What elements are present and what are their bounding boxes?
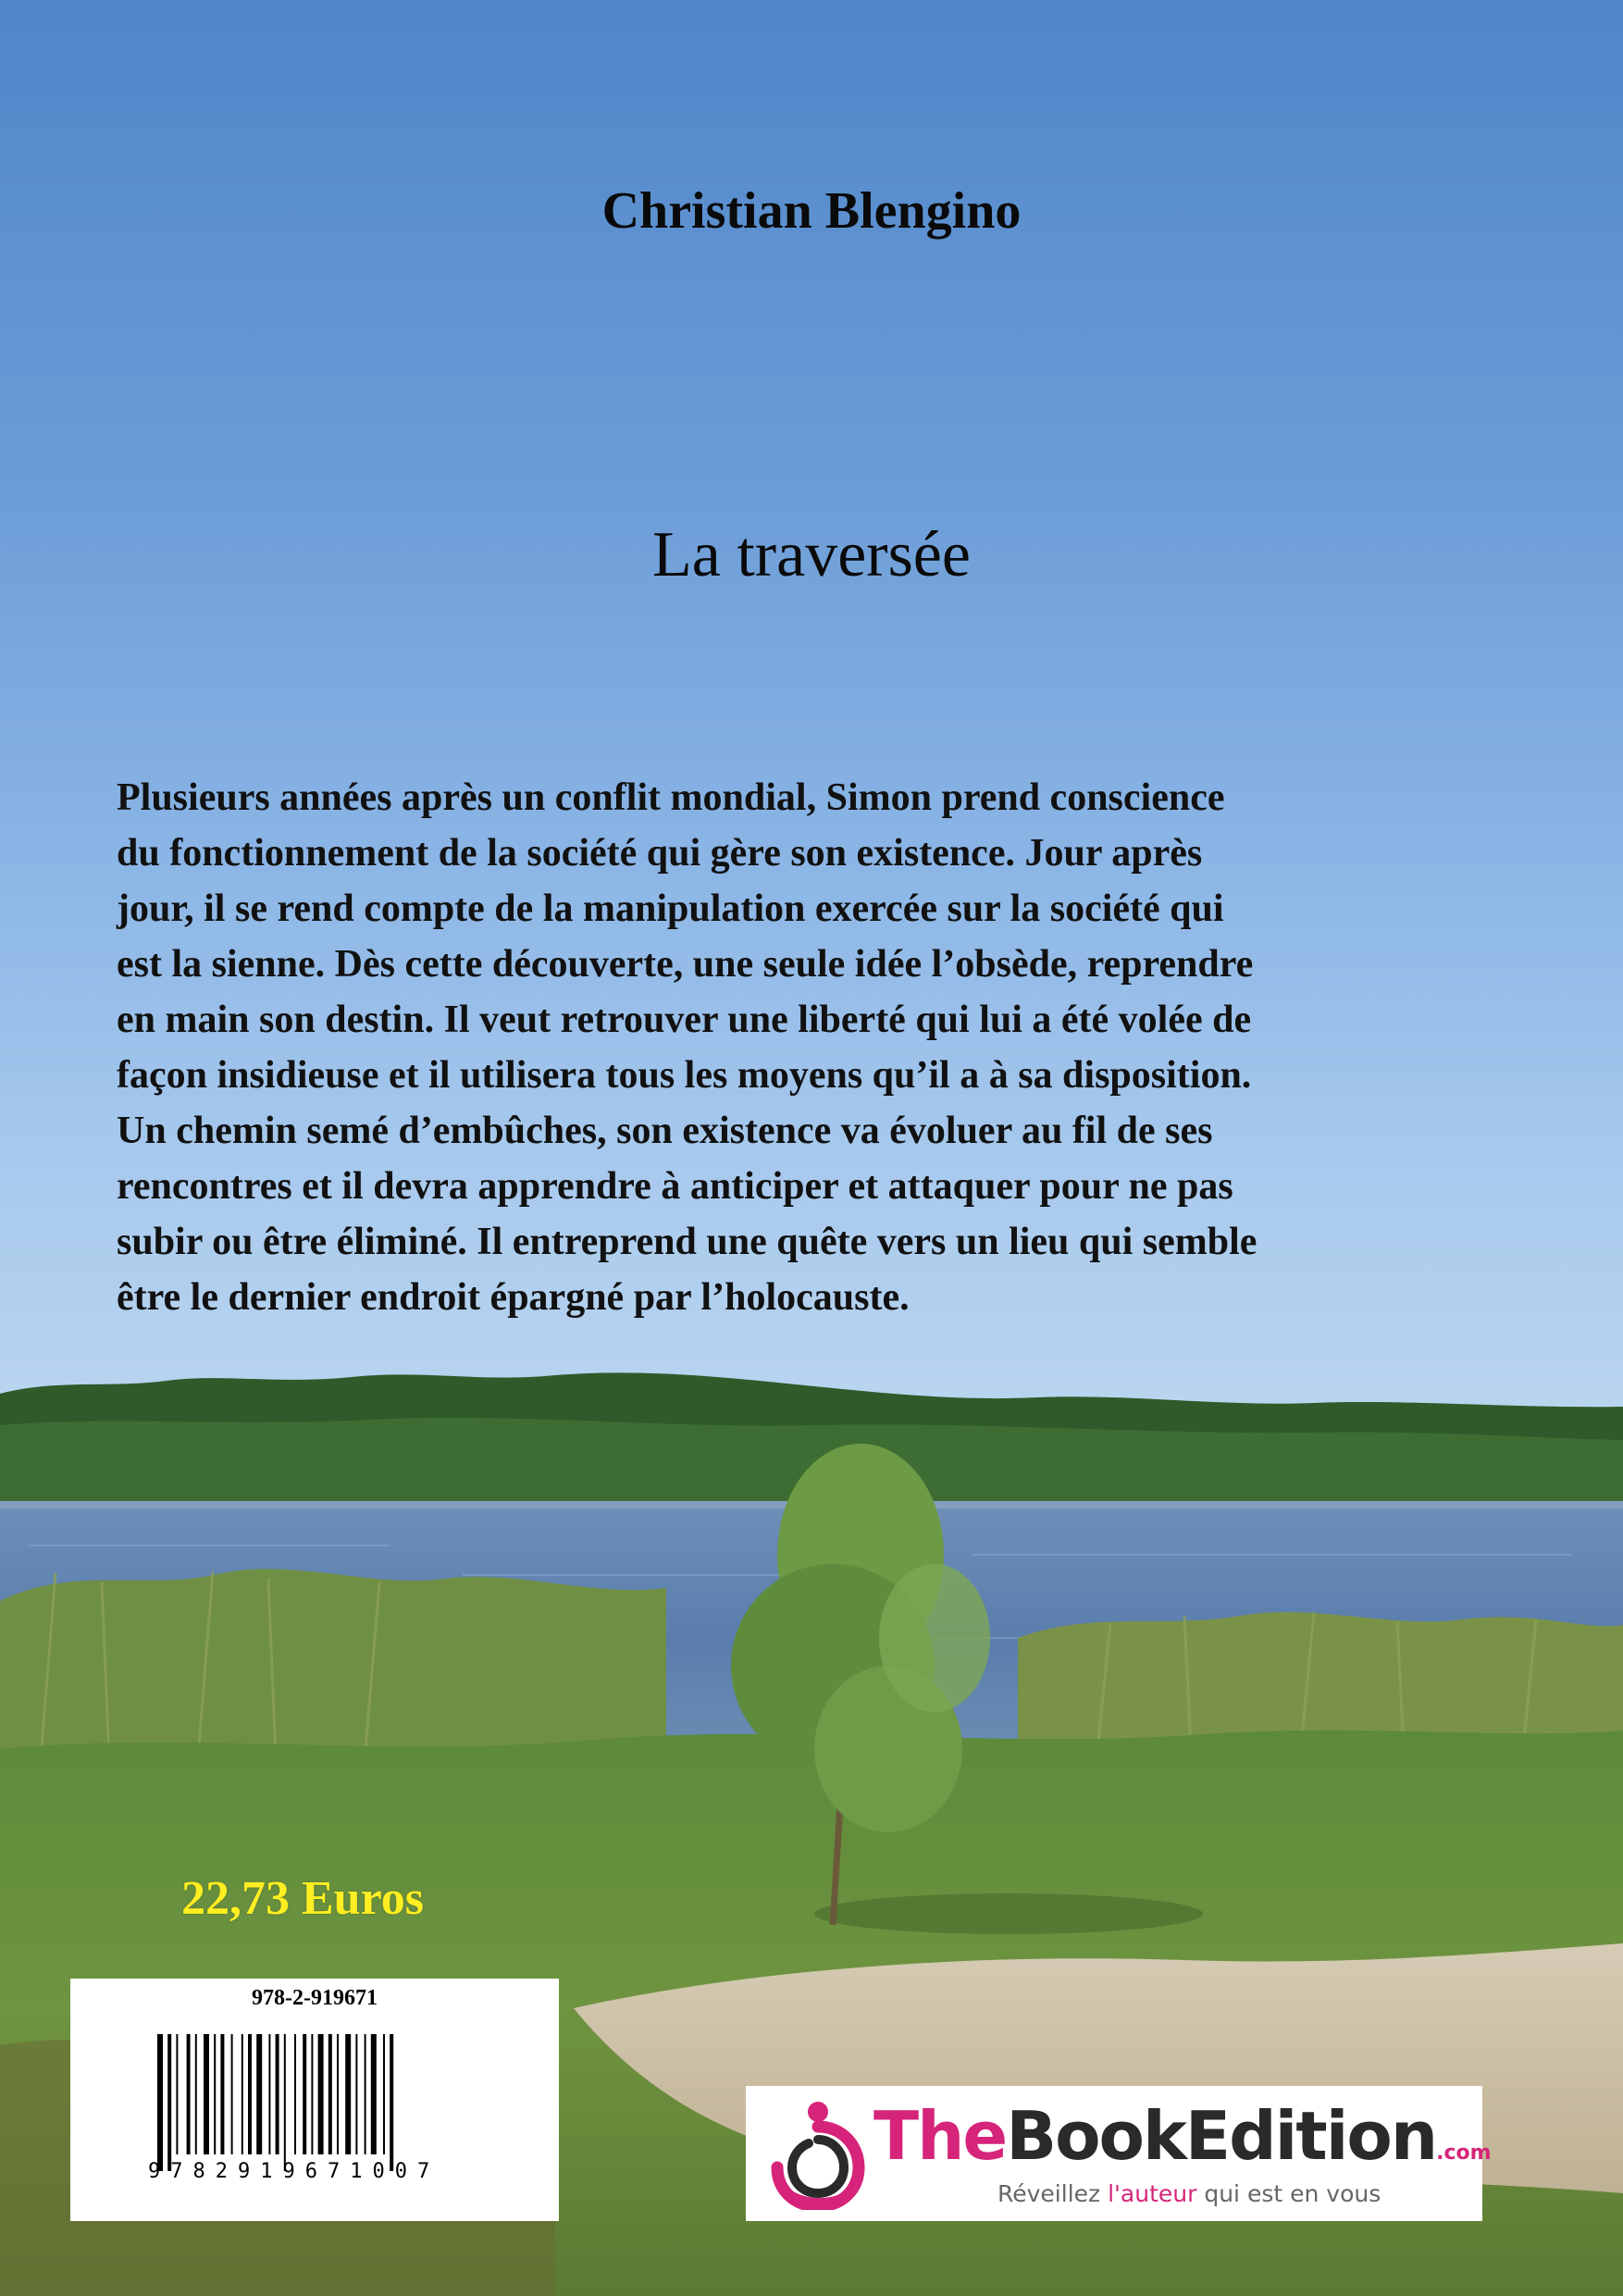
- blurb-line: Un chemin semé d’embûches, son existence va évoluer au fil de ses: [117, 1110, 1213, 1152]
- price-label: 22,73 Euros: [181, 1872, 424, 1925]
- publisher-tagline: [997, 2180, 1381, 2207]
- thebookedition-figure-icon: [762, 2099, 872, 2210]
- blurb-line: subir ou être éliminé. Il entreprend une quête vers un lieu qui semble: [117, 1221, 1258, 1263]
- blurb-line: être le dernier endroit épargné par l’holocauste.: [117, 1276, 910, 1319]
- book-blurb: [117, 770, 1523, 1325]
- tagline-start: Réveillez: [997, 2180, 1109, 2207]
- blurb-line: rencontres et il devra apprendre à anticiper et attaquer pour ne pas: [117, 1165, 1233, 1208]
- tagline-accent: l'auteur: [1108, 2180, 1197, 2207]
- author-name: Christian Blengino: [601, 182, 1022, 240]
- publisher-name-bookedition: BookEdition: [1006, 2097, 1437, 2175]
- blurb-line: en main son destin. Il veut retrouver une liberté qui lui a été volée de: [117, 999, 1252, 1041]
- isbn-number: 978-2-919671: [252, 1986, 378, 2010]
- publisher-name-the: The: [873, 2097, 1007, 2175]
- blurb-line: façon insidieuse et il utilisera tous les moyens qu’il a à sa disposition.: [117, 1054, 1252, 1097]
- tagline-end: qui est en vous: [1196, 2180, 1381, 2207]
- publisher-logo: [746, 2086, 1492, 2221]
- publisher-name: [873, 2099, 1492, 2191]
- publisher-domain-suffix: .com: [1436, 2141, 1492, 2165]
- blurb-line: jour, il se rend compte de la manipulation exercée sur la société qui: [117, 887, 1224, 930]
- book-title: La traversée: [652, 519, 971, 590]
- barcode-panel: [70, 1979, 559, 2221]
- blurb-line: est la sienne. Dès cette découverte, une seule idée l’obsède, reprendre: [117, 943, 1254, 986]
- blurb-line: Plusieurs années après un conflit mondial, Simon prend conscience: [117, 776, 1225, 819]
- barcode-digits: 9782919671007: [148, 2160, 440, 2183]
- blurb-line: du fonctionnement de la société qui gère son existence. Jour après: [117, 832, 1203, 875]
